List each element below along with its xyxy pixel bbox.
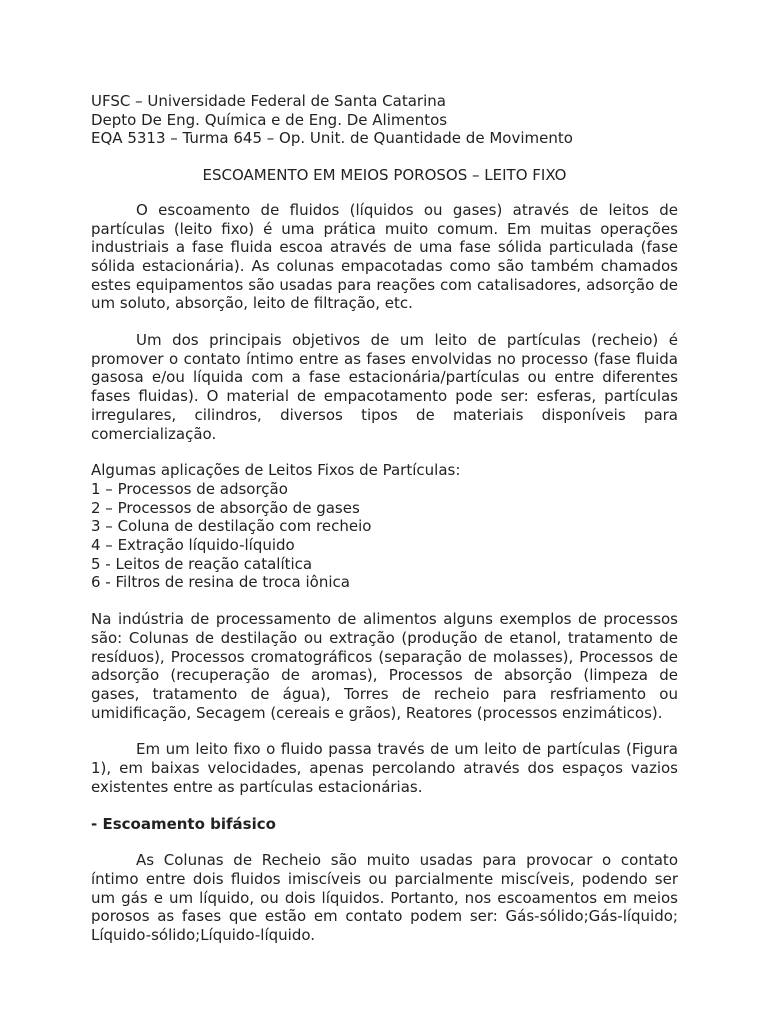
header-university: UFSC – Universidade Federal de Santa Catarina [91, 92, 446, 110]
paragraph-intro: O escoamento de fluidos (líquidos ou gases) através de leitos de partículas (leito fixo) é uma prática muito comum. Em muitas operações industriais a fase fluida escoa através de uma fase sólida particulada (fase sólida estacionária). As colunas empacotadas como são também chamados estes equipamentos são usadas para reações com catalisadores, adsorção de um soluto, absorção, leito de filtração, etc. [91, 200, 678, 313]
applications-list [91, 461, 678, 592]
paragraph-packed-columns: As Colunas de Recheio são muito usadas para provocar o contato íntimo entre dois fluidos imiscíveis ou parcialmente miscíveis, podendo ser um gás e um líquido, ou dois líquidos. Portanto, nos escoamentos em meios porosos as fases que estão em contato podem ser: Gás-sólido;Gás-líquido; Líquido-sólido;Líquido-líquido. [91, 851, 678, 945]
list-item: 5 - Leitos de reação catalítica [91, 554, 313, 573]
list-item: 4 – Extração líquido-líquido [91, 536, 295, 555]
document-header [91, 92, 678, 148]
paragraph-food-industry: Na indústria de processamento de alimentos alguns exemplos de processos são: Colunas de destilação ou extração (produção de etanol, tratamento de resíduos), Processos cromatográficos (separação de molasses), Processos de adsorção (recuperação de aromas), Processos de absorção (limpeza de gases, tratamento de água), Torres de recheio para resfriamento ou umidificação, Secagem (cereais e grãos), Reatores (processos enzimáticos). [91, 610, 678, 722]
list-item: 6 - Filtros de resina de troca iônica [91, 573, 350, 592]
applications-list-title: Algumas aplicações de Leitos Fixos de Partículas: [91, 461, 461, 480]
paragraph-objectives: Um dos principais objetivos de um leito de partículas (recheio) é promover o contato íntimo entre as fases envolvidas no processo (fase fluida gasosa e/ou líquida com a fase estacionária/partículas ou entre diferentes fases fluidas). O material de empacotamento pode ser: esferas, partículas irregulares, cilindros, diversos tipos de materiais disponíveis para comercialização. [91, 331, 678, 443]
header-department: Depto De Eng. Química e de Eng. De Alimentos [91, 110, 448, 129]
document-title: ESCOAMENTO EM MEIOS POROSOS – LEITO FIXO [202, 166, 567, 185]
list-item: 1 – Processos de adsorção [91, 479, 288, 498]
list-item: 2 – Processos de absorção de gases [91, 498, 360, 517]
section-heading: - Escoamento bifásico [91, 814, 276, 833]
list-item: 3 – Coluna de destilação com recheio [91, 517, 372, 536]
document-page [91, 92, 678, 963]
header-course: EQA 5313 – Turma 645 – Op. Unit. de Quantidade de Movimento [91, 129, 573, 148]
paragraph-fixed-bed: Em um leito fixo o fluido passa través de um leito de partículas (Figura 1), em baixas velocidades, apenas percolando através dos espaços vazios existentes entre as partículas estacionárias. [91, 740, 678, 796]
